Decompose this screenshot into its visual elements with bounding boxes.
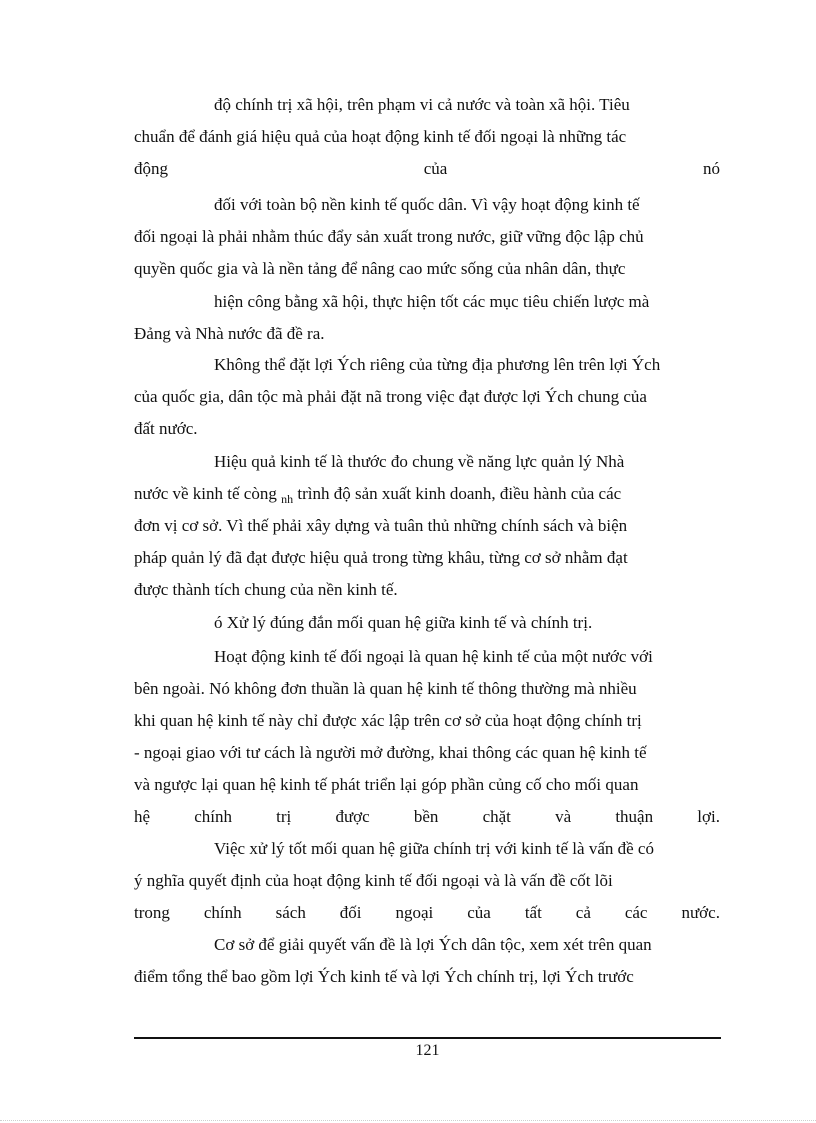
text-line: đối với toàn bộ nền kinh tế quốc dân. Vì vậy hoạt động kinh tế: [214, 195, 640, 214]
text-line: pháp quản lý đã đạt được hiệu quả trong từng khâu, từng cơ sở nhằm đạt: [134, 548, 628, 567]
word: chính: [194, 807, 232, 826]
stray-subscript: nh: [281, 492, 294, 506]
text-line: Không thể đặt lợi Ých riêng của từng địa phương lên trên lợi Ých: [214, 355, 661, 374]
text-line: Hoạt động kinh tế đối ngoại là quan hệ kinh tế của một nước với: [214, 647, 653, 666]
word: lợi.: [697, 807, 720, 826]
word: nó: [703, 159, 720, 178]
text-line: Cơ sở để giải quyết vấn đề là lợi Ých dân tộc, xem xét trên quan: [214, 935, 652, 954]
text-line: Đảng và Nhà nước đã đề ra.: [134, 324, 325, 343]
word: chính: [203, 903, 242, 922]
text-line: đất nước.: [134, 419, 198, 438]
text-line: chuẩn để đánh giá hiệu quả của hoạt động kinh tế đối ngoại là những tác: [134, 127, 627, 146]
text-line: hiện công bằng xã hội, thực hiện tốt các mục tiêu chiến lược mà: [214, 292, 650, 311]
word: sách: [275, 903, 306, 922]
text-run: nước về kinh tế còng: [134, 484, 277, 503]
text-line: độ chính trị xã hội, trên phạm vi cả nước và toàn xã hội. Tiêu: [214, 95, 630, 114]
text-line: của quốc gia, dân tộc mà phải đặt nã trong việc đạt được lợi Ých chung của: [134, 387, 647, 406]
word: hệ: [134, 807, 151, 826]
text-line: ý nghĩa quyết định của hoạt động kinh tế đối ngoại và là vấn đề cốt lõi: [134, 871, 613, 890]
word: của: [423, 159, 448, 178]
word: đối: [339, 903, 362, 922]
text-line-justified: [134, 807, 720, 827]
text-line: điểm tổng thể bao gồm lợi Ých kinh tế và lợi Ých chính trị, lợi Ých trước: [134, 967, 634, 986]
word: ngoại: [395, 903, 434, 922]
word: thuận: [615, 807, 654, 826]
word: nước.: [681, 903, 720, 922]
word: và: [555, 807, 572, 826]
word: bền: [413, 807, 439, 826]
word: các: [624, 903, 648, 922]
page-number: 121: [415, 1042, 440, 1059]
word: trong: [134, 903, 170, 922]
footer-rule: [134, 1037, 721, 1039]
word: trị: [276, 807, 292, 826]
text-line: và ngược lại quan hệ kinh tế phát triển lại góp phần củng cố cho mối quan: [134, 775, 639, 794]
text-line: ó Xử lý đúng đắn mối quan hệ giữa kinh tế và chính trị.: [214, 613, 593, 632]
word: cả: [575, 903, 591, 922]
text-line: được thành tích chung của nền kinh tế.: [134, 580, 398, 599]
text-line-justified: [134, 159, 720, 179]
word: tất: [524, 903, 542, 922]
page-edge-divider: [0, 1120, 816, 1121]
text-line: Việc xử lý tốt mối quan hệ giữa chính trị với kinh tế là vấn đề có: [214, 839, 654, 858]
text-line: bên ngoài. Nó không đơn thuần là quan hệ kinh tế thông thường mà nhiều: [134, 679, 637, 698]
word: được: [335, 807, 370, 826]
text-line: đơn vị cơ sở. Vì thế phải xây dựng và tuân thủ những chính sách và biện: [134, 516, 628, 535]
text-line: - ngoại giao với tư cách là người mở đường, khai thông các quan hệ kinh tế: [134, 743, 647, 762]
text-line: đối ngoại là phải nhằm thúc đẩy sản xuất trong nước, giữ vững độc lập chủ: [134, 227, 644, 246]
text-line: khi quan hệ kinh tế này chỉ được xác lập trên cơ sở của hoạt động chính trị: [134, 711, 642, 730]
text-line: quyền quốc gia và là nền tảng để nâng cao mức sống của nhân dân, thực: [134, 259, 626, 278]
word: của: [467, 903, 491, 922]
word: động: [134, 159, 168, 178]
word: chặt: [482, 807, 511, 826]
text-line: Hiệu quả kinh tế là thước đo chung về năng lực quản lý Nhà: [214, 452, 625, 471]
text-line-justified: [134, 903, 720, 923]
text-run: trình độ sản xuất kinh doanh, điều hành của các: [297, 484, 622, 503]
text-line: [134, 484, 720, 509]
